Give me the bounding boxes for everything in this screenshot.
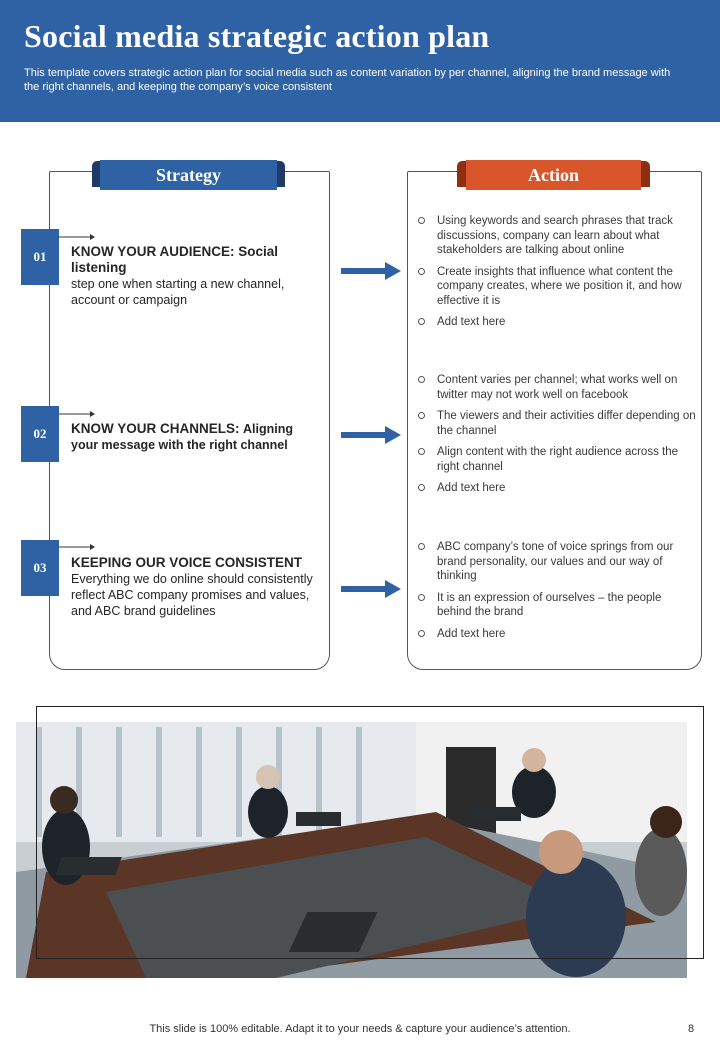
action-list-item: It is an expression of ourselves – the people behind the brand bbox=[418, 591, 696, 620]
arrow-right-icon bbox=[341, 425, 401, 445]
strategy-item bbox=[71, 555, 326, 619]
strategy-item-body: step one when starting a new channel, account or campaign bbox=[71, 277, 285, 307]
action-list-item: Align content with the right audience across the right channel bbox=[418, 445, 696, 474]
pointer-arrow-icon bbox=[59, 409, 95, 419]
arrow-right-icon bbox=[341, 579, 401, 599]
action-list-item: Content varies per channel; what works well on twitter may not work well on facebook bbox=[418, 373, 696, 402]
arrow-right-icon bbox=[341, 261, 401, 281]
action-list-item: Add text here bbox=[418, 627, 696, 642]
page-title: Social media strategic action plan bbox=[24, 18, 490, 54]
bullet-icon bbox=[418, 630, 425, 637]
bullet-icon bbox=[418, 594, 425, 601]
page-subtitle: This template covers strategic action plan for social media such as content variation by per channel, aligning the brand message with the right channels, and keeping the company’s voice consistent bbox=[24, 67, 671, 93]
strategy-item-heading: KNOW YOUR CHANNELS: bbox=[71, 421, 240, 436]
bullet-icon bbox=[418, 268, 425, 275]
step-number-badge: 01 bbox=[21, 229, 59, 285]
page-number: 8 bbox=[688, 1023, 695, 1035]
action-list-item: Create insights that influence what content the company creates, where we position it, and how effective it is bbox=[418, 265, 696, 309]
action-list bbox=[418, 214, 696, 337]
strategy-item-body: Everything we do online should consistently reflect ABC company promises and values, and ABC brand guidelines bbox=[71, 572, 313, 618]
action-list-item: Add text here bbox=[418, 481, 696, 496]
strategy-item-heading: KEEPING OUR VOICE CONSISTENT bbox=[71, 555, 303, 570]
step-number-badge: 02 bbox=[21, 406, 59, 462]
action-list-item: Using keywords and search phrases that track discussions, company can learn about what stakeholders are talking about online bbox=[418, 214, 696, 258]
action-header: Action bbox=[466, 160, 641, 190]
action-list-item: Add text here bbox=[418, 315, 696, 330]
strategy-item bbox=[71, 244, 326, 308]
bullet-icon bbox=[418, 376, 425, 383]
photo-frame bbox=[36, 706, 704, 959]
action-list-item: ABC company’s tone of voice springs from our brand personality, our values and our way of thinking bbox=[418, 540, 696, 584]
footer-note: This slide is 100% editable. Adapt it to your needs & capture your audience’s attention. bbox=[149, 1023, 571, 1035]
step-number-badge: 03 bbox=[21, 540, 59, 596]
bullet-icon bbox=[418, 543, 425, 550]
bullet-icon bbox=[418, 217, 425, 224]
bullet-icon bbox=[418, 412, 425, 419]
header-banner bbox=[0, 0, 720, 122]
bullet-icon bbox=[418, 448, 425, 455]
strategy-item bbox=[71, 421, 321, 453]
strategy-header: Strategy bbox=[100, 160, 277, 190]
action-list bbox=[418, 540, 696, 648]
strategy-item-heading: KNOW YOUR AUDIENCE: Social listening bbox=[71, 244, 279, 275]
strategy-item-heading-rest: Aligning your message with the right channel bbox=[71, 422, 293, 452]
pointer-arrow-icon bbox=[59, 542, 95, 552]
bullet-icon bbox=[418, 484, 425, 491]
pointer-arrow-icon bbox=[59, 232, 95, 242]
action-list bbox=[418, 373, 696, 503]
bullet-icon bbox=[418, 318, 425, 325]
action-list-item: The viewers and their activities differ depending on the channel bbox=[418, 409, 696, 438]
